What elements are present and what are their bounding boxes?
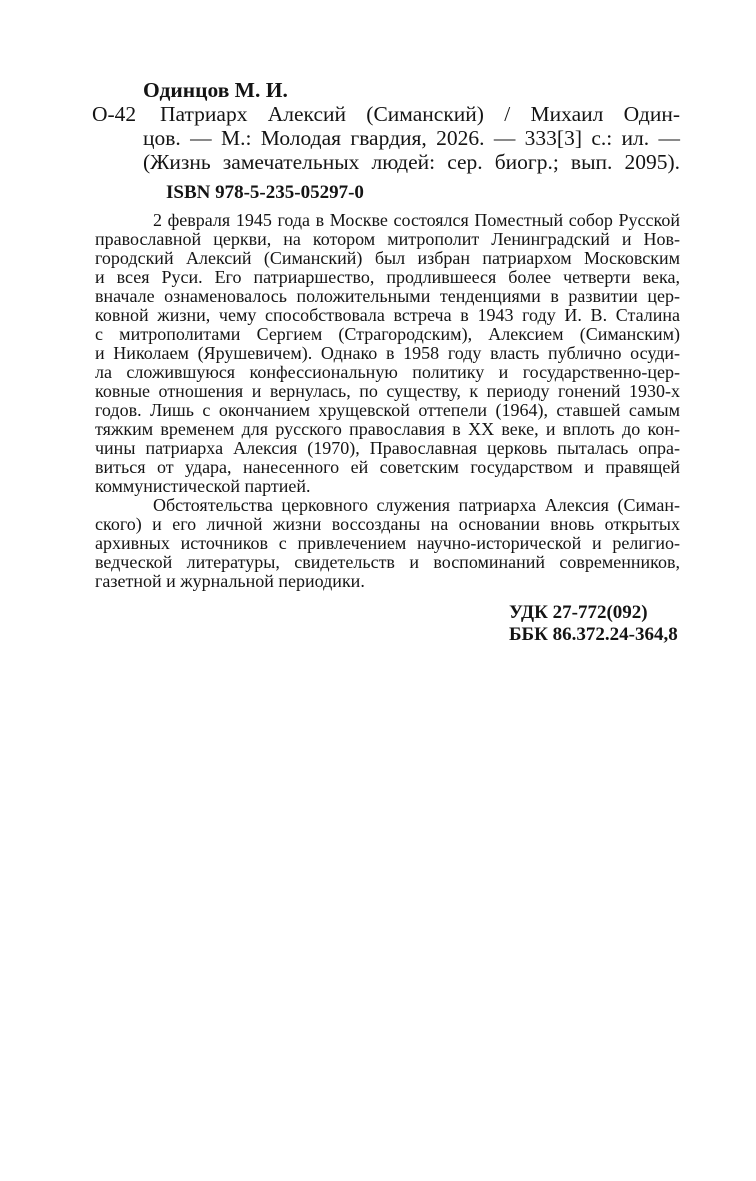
- bibliographic-record: [92, 102, 680, 174]
- text-line: чины патриарха Алексия (1970), Православная церковь пыталась опра-: [95, 438, 680, 458]
- text-line: газетной и журнальной периодики.: [95, 571, 365, 591]
- bbk-code: ББК 86.372.24-364,8: [509, 624, 678, 645]
- text-line: Патриарх Алексий (Симанский) / Михаил Один-: [160, 102, 680, 126]
- text-line: 2 февраля 1945 года в Москве состоялся Поместный собор Русской: [153, 210, 680, 230]
- text-line: городский Алексий (Симанский) был избран патриархом Московским: [95, 248, 680, 268]
- text-line: архивных источников с привлечением научно-исторической и религио-: [95, 533, 680, 553]
- annotation-paragraph-1: [95, 211, 680, 496]
- text-line: с митрополитами Сергием (Страгородским), Алексием (Симанским): [95, 324, 680, 344]
- text-line: Обстоятельства церковного служения патриарха Алексия (Симан-: [153, 495, 680, 515]
- text-line: коммунистической партией.: [95, 476, 311, 496]
- text-line: ведческой литературы, свидетельств и воспоминаний современников,: [95, 552, 680, 572]
- text-line: виться от удара, нанесенного ей советским государством и правящей: [95, 457, 680, 477]
- text-line: и всея Руси. Его патриаршество, продлившееся более четверти века,: [95, 267, 680, 287]
- text-line: ла сложившуюся конфессиональную политику и государственно-цер-: [95, 362, 680, 382]
- text-line: православной церкви, на котором митрополит Ленинградский и Нов-: [95, 229, 680, 249]
- text-line: ского) и его личной жизни воссозданы на основании вновь открытых: [95, 514, 680, 534]
- author-mark: О-42: [92, 102, 137, 126]
- text-line: вначале ознаменовалось положительными тенденциями в развитии цер-: [95, 286, 680, 306]
- text-line: годов. Лишь с окончанием хрущевской оттепели (1964), ставшей самым: [95, 400, 680, 420]
- text-line: цов. — М.: Молодая гвардия, 2026. — 333[3] с.: ил. —: [143, 126, 680, 150]
- text-line: (Жизнь замечательных людей: сер. биогр.; вып. 2095).: [143, 150, 680, 174]
- classification-codes: [509, 602, 680, 646]
- text-line: и Николаем (Ярушевичем). Однако в 1958 году власть публично осуди-: [95, 343, 680, 363]
- author-heading: Одинцов М. И.: [143, 78, 288, 102]
- udk-code: УДК 27-772(092): [509, 602, 648, 623]
- isbn: ISBN 978-5-235-05297-0: [166, 182, 364, 203]
- text-line: ковные отношения и вернулась, по существу, к периоду гонений 1930-х: [95, 381, 680, 401]
- text-line: тяжким временем для русского православия в XX веке, и вплоть до кон-: [95, 419, 680, 439]
- biblio-description: [143, 102, 680, 174]
- text-line: ковной жизни, чему способствовала встреча в 1943 году И. В. Сталина: [95, 305, 680, 325]
- annotation-paragraph-2: [95, 496, 680, 591]
